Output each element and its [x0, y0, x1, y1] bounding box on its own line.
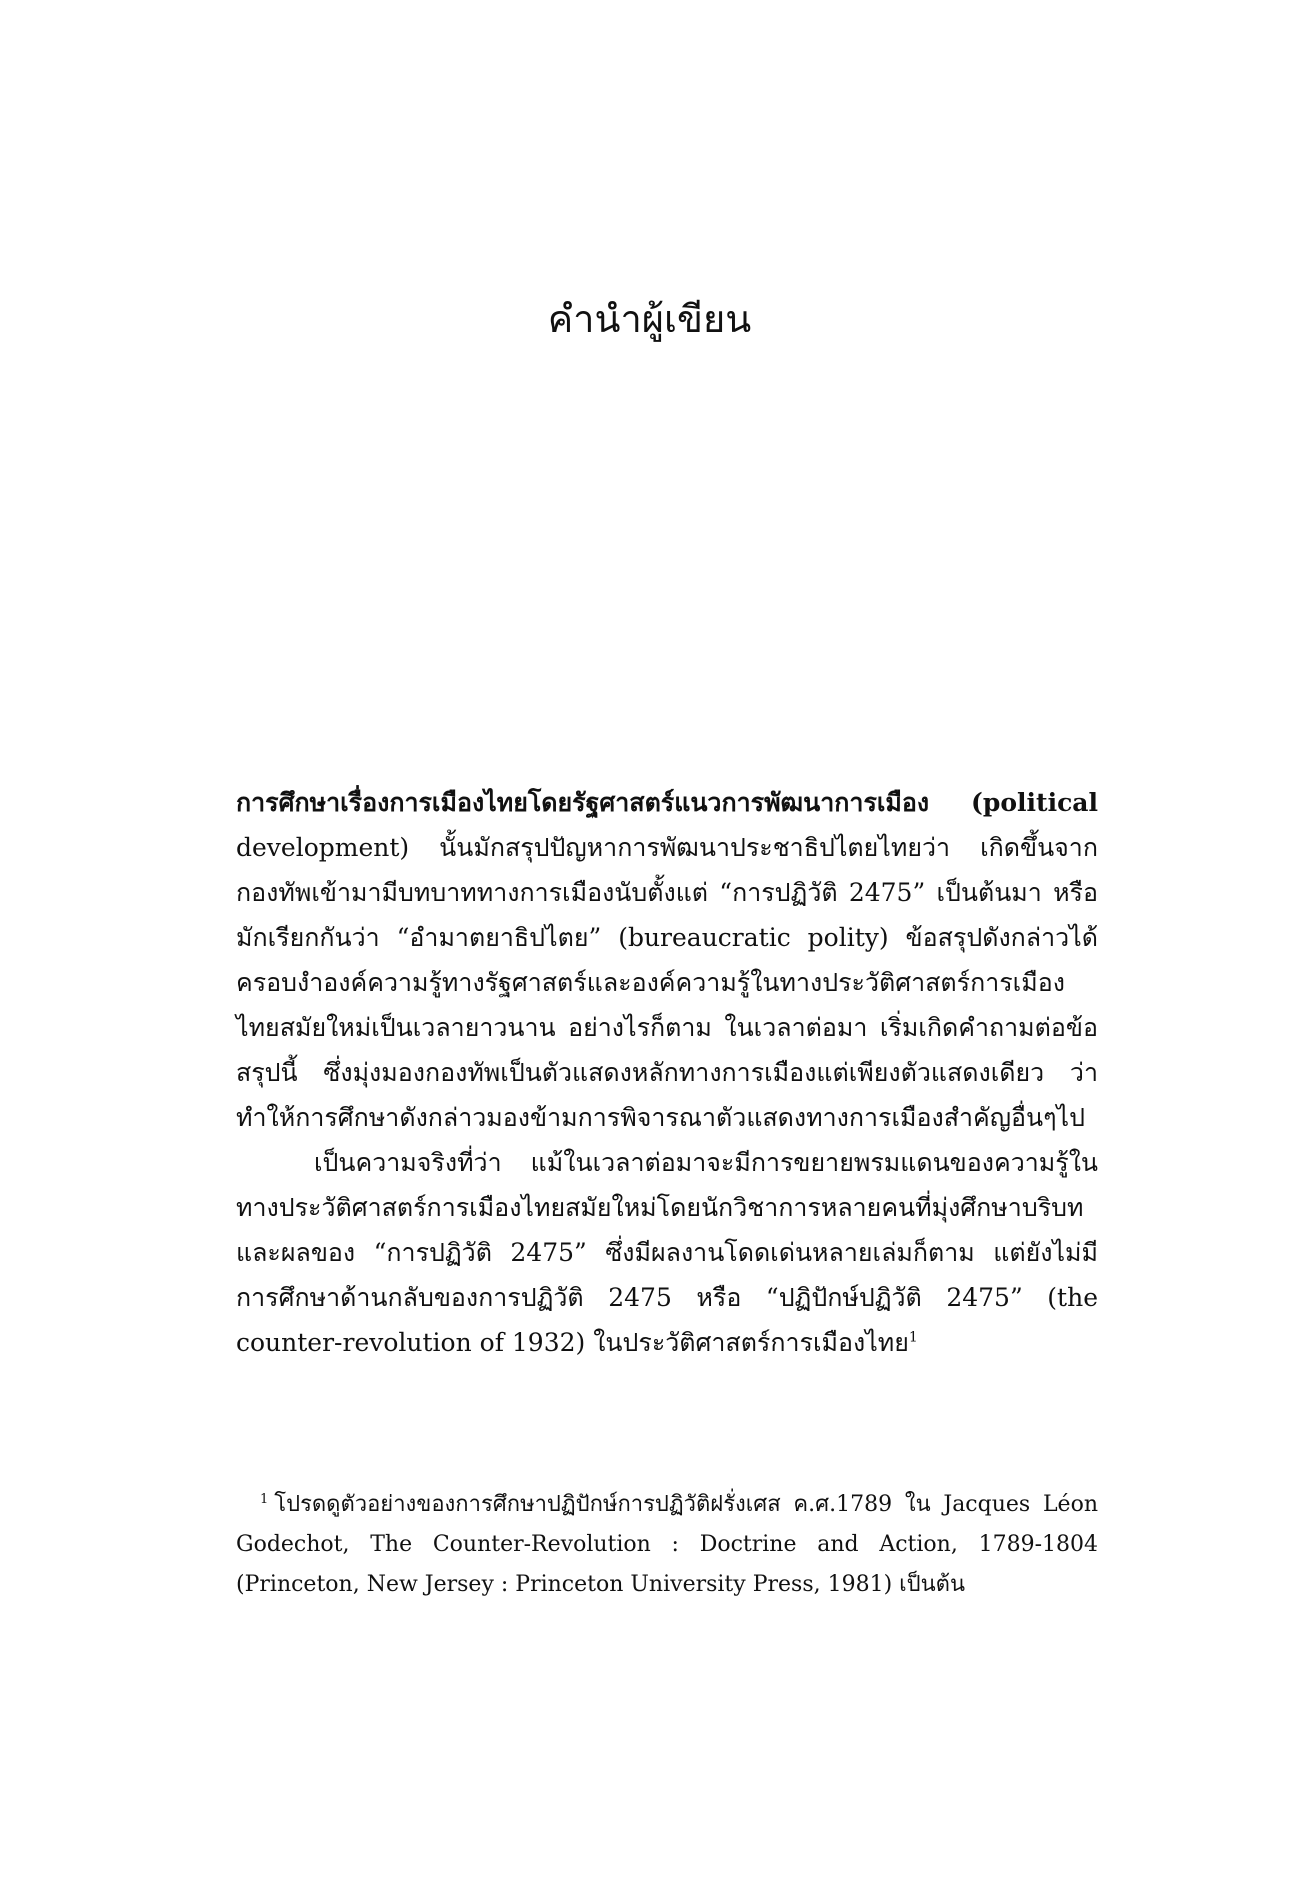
footnote-reference[interactable]: 1 [908, 1329, 918, 1346]
paragraph-2-body: เป็นความจริงที่ว่า แม้ในเวลาต่อมาจะมีการขยายพรมแดนของความรู้ในทางประวัติศาสตร์การเมืองไทยสมัยใหม่โดยนักวิชาการหลายคนที่มุ่งศึกษาบริบทและผลของ “การปฏิวัติ 2475” ซึ่งมีผลงานโดดเด่นหลายเล่มก็ตาม แต่ยังไม่มีการศึกษาด้านกลับของการปฏิวัติ 2475 หรือ “ปฏิปักษ์ปฏิวัติ 2475” (the counter-revolution of 1932) ในประวัติศาสตร์การเมืองไทย [236, 1148, 1098, 1357]
paragraph-1-body: development) นั้นมักสรุปปัญหาการพัฒนาประชาธิปไตยไทยว่า เกิดขึ้นจากกองทัพเข้ามามีบทบาททางการเมืองนับตั้งแต่ “การปฏิวัติ 2475” เป็นต้นมา หรือมักเรียกกันว่า “อำมาตยาธิปไตย” (bureaucratic polity) ข้อสรุปดังกล่าวได้ครอบงำองค์ความรู้ทางรัฐศาสตร์และองค์ความรู้ในทางประวัติศาสตร์การเมืองไทยสมัยใหม่เป็นเวลายาวนาน อย่างไรก็ตาม ในเวลาต่อมา เริ่มเกิดคำถามต่อข้อสรุปนี้ ซึ่งมุ่งมองกองทัพเป็นตัวแสดงหลักทางการเมืองแต่เพียงตัวแสดงเดียว ว่าทำให้การศึกษาดังกล่าวมองข้ามการพิจารณาตัวแสดงทางการเมืองสำคัญอื่นๆไป [236, 833, 1098, 1132]
footnote-text: โปรดดูตัวอย่างของการศึกษาปฏิปักษ์การปฏิวัติฝรั่งเศส ค.ศ.1789 ใน Jacques Léon Godechot, The Counter-Revolution : Doctrine and Action, 1789-1804 (Princeton, New Jersey : Princeton University Press, 1981) เป็นต้น [236, 1492, 1098, 1597]
body-text [236, 780, 1098, 1365]
paragraph-1 [236, 780, 1098, 1140]
footnote [236, 1485, 1098, 1605]
paragraph-2 [236, 1140, 1098, 1365]
paragraph-1-lead: การศึกษาเรื่องการเมืองไทยโดยรัฐศาสตร์แนวการพัฒนาการเมือง (political [236, 788, 1098, 817]
footnote-mark: 1 [260, 1491, 269, 1507]
page-title: คำนำผู้เขียน [547, 297, 752, 341]
